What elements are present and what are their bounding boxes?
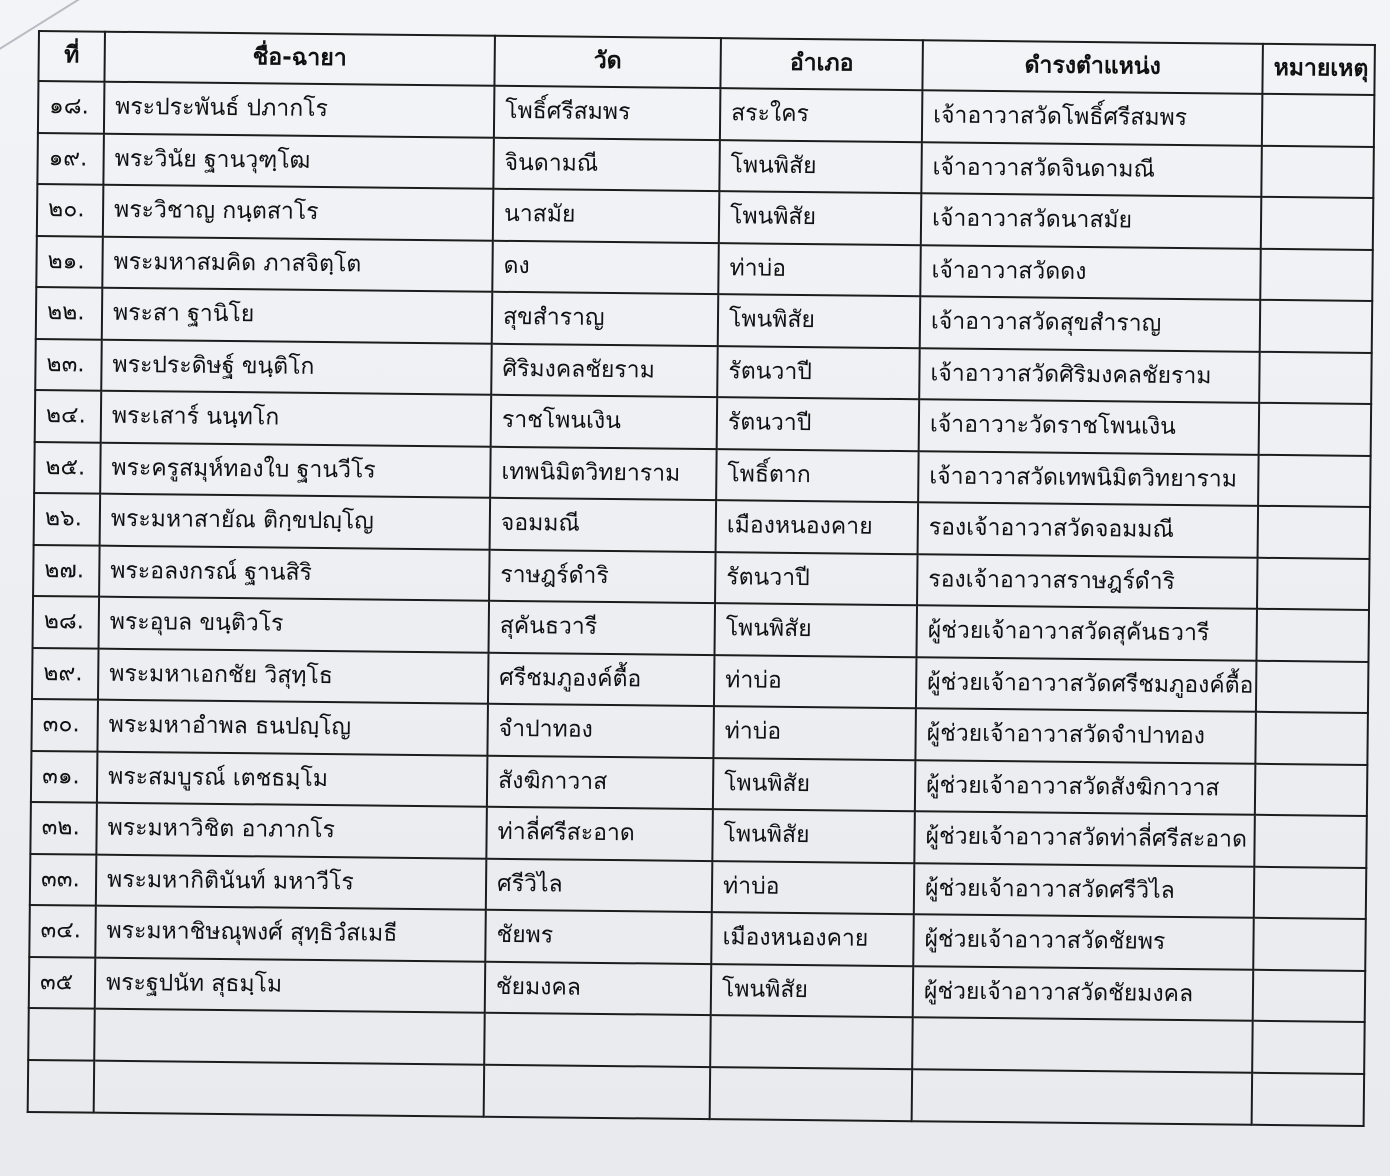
cell-district: ท่าบ่อ (714, 655, 917, 709)
cell-name: พระมหาเอกชัย วิสุทฺโธ (98, 648, 489, 704)
cell-name: พระวินัย ฐานวุฑฺโฒ (103, 133, 494, 189)
cell-district: เมืองหนองคาย (716, 500, 919, 554)
cell-district: โพธิ์ตาก (716, 449, 919, 503)
cell-district: รัตนวาปี (717, 346, 920, 400)
cell-no: ๓๕ (29, 956, 96, 1008)
cell-temple: สุขสำราญ (492, 292, 719, 346)
cell-name: พระอุบล ขนฺติวโร (99, 597, 490, 653)
cell-note (1261, 145, 1374, 198)
cell-position: ผู้ช่วยเจ้าอาวาสวัดศรีวิไล (914, 863, 1255, 918)
cell-position: ผู้ช่วยเจ้าอาวาสวัดชัยพร (913, 914, 1254, 969)
cell-note (1255, 712, 1368, 765)
cell-district: โพนพิสัย (711, 964, 914, 1018)
cell-no: ๑๘. (38, 81, 105, 133)
cell-no: ๒๔. (35, 390, 102, 442)
cell-district: รัตนวาปี (715, 552, 918, 606)
empty-cell (912, 1017, 1253, 1073)
cell-position: เจ้าอาวาสวัดศิริมงคลชัยราม (919, 348, 1260, 403)
cell-district: โพนพิสัย (712, 809, 915, 863)
cell-no: ๒๘. (33, 596, 100, 648)
cell-position: เจ้าอาวาสวัดสุขสำราญ (920, 296, 1261, 351)
cell-name: พระสา ฐานิโย (102, 288, 493, 344)
cell-position: ผู้ช่วยเจ้าอาวาสวัดชัยมงคล (913, 966, 1254, 1021)
cell-name: พระครูสมุห์ทองใบ ฐานวีโร (100, 442, 491, 498)
header-no: ที่ (38, 31, 105, 82)
cell-district: โพนพิสัย (719, 140, 922, 194)
cell-district: ท่าบ่อ (718, 243, 921, 297)
cell-note (1253, 918, 1366, 971)
cell-name: พระอลงกรณ์ ฐานสิริ (99, 545, 490, 601)
cell-position: ผู้ช่วยเจ้าอาวาสวัดท่าลี่ศรีสะอาด (914, 811, 1255, 866)
empty-cell (94, 1061, 485, 1117)
cell-temple: ราษฎร์ดำริ (489, 549, 716, 603)
cell-temple: สุคันธวารี (489, 601, 716, 655)
cell-temple: ชัยมงคล (485, 961, 712, 1015)
cell-position: เจ้าอาวาสวัดเทพนิมิตวิทยาราม (918, 451, 1259, 506)
header-district: อำเภอ (720, 38, 923, 90)
cell-note (1260, 300, 1373, 353)
cell-no: ๒๕. (34, 441, 101, 493)
cell-temple: โพธิ์ศรีสมพร (494, 86, 721, 140)
cell-position: ผู้ช่วยเจ้าอาวาสวัดศรีชมภูองค์ตื้อ (916, 657, 1257, 712)
cell-no: ๑๙. (37, 133, 104, 185)
cell-no: ๒๑. (36, 235, 103, 287)
cell-note (1261, 197, 1374, 250)
cell-note (1256, 660, 1369, 713)
cell-name: พระฐปนัท สุธมฺโม (95, 957, 486, 1013)
cell-note (1254, 815, 1367, 868)
cell-note (1258, 454, 1371, 507)
cell-district: เมืองหนองคาย (711, 912, 914, 966)
cell-position: เจ้าอาวาสวัดนาสมัย (921, 193, 1262, 248)
cell-name: พระมหากิตินันท์ มหาวีโร (96, 854, 487, 910)
cell-no: ๒๐. (37, 184, 104, 236)
cell-no: ๓๔. (29, 905, 96, 957)
cell-district: โพนพิสัย (718, 294, 921, 348)
cell-district: โพนพิสัย (714, 603, 917, 657)
empty-cell (94, 1009, 485, 1065)
cell-temple: ดง (492, 240, 719, 294)
cell-temple: ศรีวิไล (486, 858, 713, 912)
cell-temple: ราชโพนเงิน (491, 395, 718, 449)
cell-position: รองเจ้าอาวาสราษฎร์ดำริ (917, 554, 1258, 609)
cell-note (1255, 763, 1368, 816)
cell-district: โพนพิสัย (719, 191, 922, 245)
cell-note (1254, 866, 1367, 919)
cell-temple: ท่าลี่ศรีสะอาด (486, 807, 713, 861)
cell-no: ๒๒. (36, 287, 103, 339)
cell-position: ผู้ช่วยเจ้าอาวาสวัดสังฆิกาวาส (915, 760, 1256, 815)
cell-no: ๒๖. (34, 493, 101, 545)
empty-cell (710, 1015, 913, 1069)
cell-note (1260, 248, 1373, 301)
header-note: หมายเหตุ (1262, 44, 1375, 95)
cell-note (1257, 557, 1370, 610)
empty-cell (28, 1008, 95, 1061)
cell-district: ท่าบ่อ (712, 861, 915, 915)
cell-name: พระสมบูรณ์ เตชธมฺโม (97, 751, 488, 807)
header-name: ชื่อ-ฉายา (104, 32, 495, 86)
cell-temple: นาสมัย (493, 189, 720, 243)
empty-cell (484, 1013, 711, 1067)
cell-no: ๒๗. (33, 544, 100, 596)
cell-note (1253, 969, 1366, 1022)
cell-position: เจ้าอาวาสวัดดง (920, 245, 1261, 300)
cell-name: พระมหาสมคิด ภาสจิตฺโต (102, 236, 493, 292)
empty-cell (28, 1060, 95, 1113)
cell-note (1262, 94, 1375, 147)
cell-position: ผู้ช่วยเจ้าอาวาสวัดสุคันธวารี (916, 605, 1257, 660)
cell-name: พระประดิษฐ์ ขนฺติโก (101, 339, 492, 395)
empty-cell (484, 1065, 711, 1119)
cell-temple: จำปาทอง (487, 704, 714, 758)
cell-temple: ศรีชมภูองค์ตื้อ (488, 652, 715, 706)
monk-register-table (27, 30, 1376, 1127)
cell-temple: เทพนิมิตวิทยาราม (490, 446, 717, 500)
cell-position: เจ้าอาวาสวัดโพธิ์ศรีสมพร (922, 90, 1263, 145)
cell-district: โพนพิสัย (713, 758, 916, 812)
empty-cell (1252, 1073, 1365, 1126)
cell-no: ๒๓. (35, 338, 102, 390)
cell-district: ท่าบ่อ (713, 706, 916, 760)
cell-temple: สังฆิกาวาส (487, 755, 714, 809)
cell-district: สระใคร (720, 88, 923, 142)
cell-temple: ชัยพร (485, 910, 712, 964)
cell-name: พระวิชาญ กนฺตสาโร (103, 185, 494, 241)
cell-name: พระประพันธ์ ปภากโร (104, 82, 495, 138)
cell-temple: ศิริมงคลชัยราม (491, 343, 718, 397)
cell-name: พระมหาอำพล ธนปญฺโญ (97, 700, 488, 756)
cell-note (1258, 506, 1371, 559)
cell-position: เจ้าอาวาะวัดราชโพนเงิน (919, 399, 1260, 454)
table-body (28, 81, 1375, 1126)
cell-no: ๒๙. (32, 647, 99, 699)
cell-no: ๓๐. (31, 699, 98, 751)
header-temple: วัด (494, 36, 721, 88)
cell-name: พระมหาสายัณ ติกฺขปญฺโญ (100, 494, 491, 550)
cell-no: ๓๓. (30, 853, 97, 905)
empty-cell (710, 1067, 913, 1121)
header-position: ดำรงตำแหน่ง (922, 40, 1263, 94)
empty-cell (912, 1069, 1253, 1125)
cell-name: พระเสาร์ นนฺทโก (101, 391, 492, 447)
cell-position: รองเจ้าอาวาสวัดจอมมณี (918, 502, 1259, 557)
cell-name: พระมหาวิชิต อาภากโร (96, 803, 487, 859)
cell-note (1259, 403, 1372, 456)
cell-temple: จินดามณี (493, 137, 720, 191)
cell-note (1256, 609, 1369, 662)
cell-temple: จอมมณี (490, 498, 717, 552)
cell-name: พระมหาชิษณุพงศ์ สุทฺธิวํสเมธี (95, 906, 486, 962)
cell-district: รัตนวาปี (717, 397, 920, 451)
cell-note (1259, 351, 1372, 404)
document-sheet (26, 30, 1378, 1152)
empty-cell (1252, 1021, 1365, 1074)
cell-no: ๓๑. (31, 750, 98, 802)
cell-no: ๓๒. (30, 802, 97, 854)
cell-position: ผู้ช่วยเจ้าอาวาสวัดจำปาทอง (915, 708, 1256, 763)
cell-position: เจ้าอาวาสวัดจินดามณี (921, 142, 1262, 197)
